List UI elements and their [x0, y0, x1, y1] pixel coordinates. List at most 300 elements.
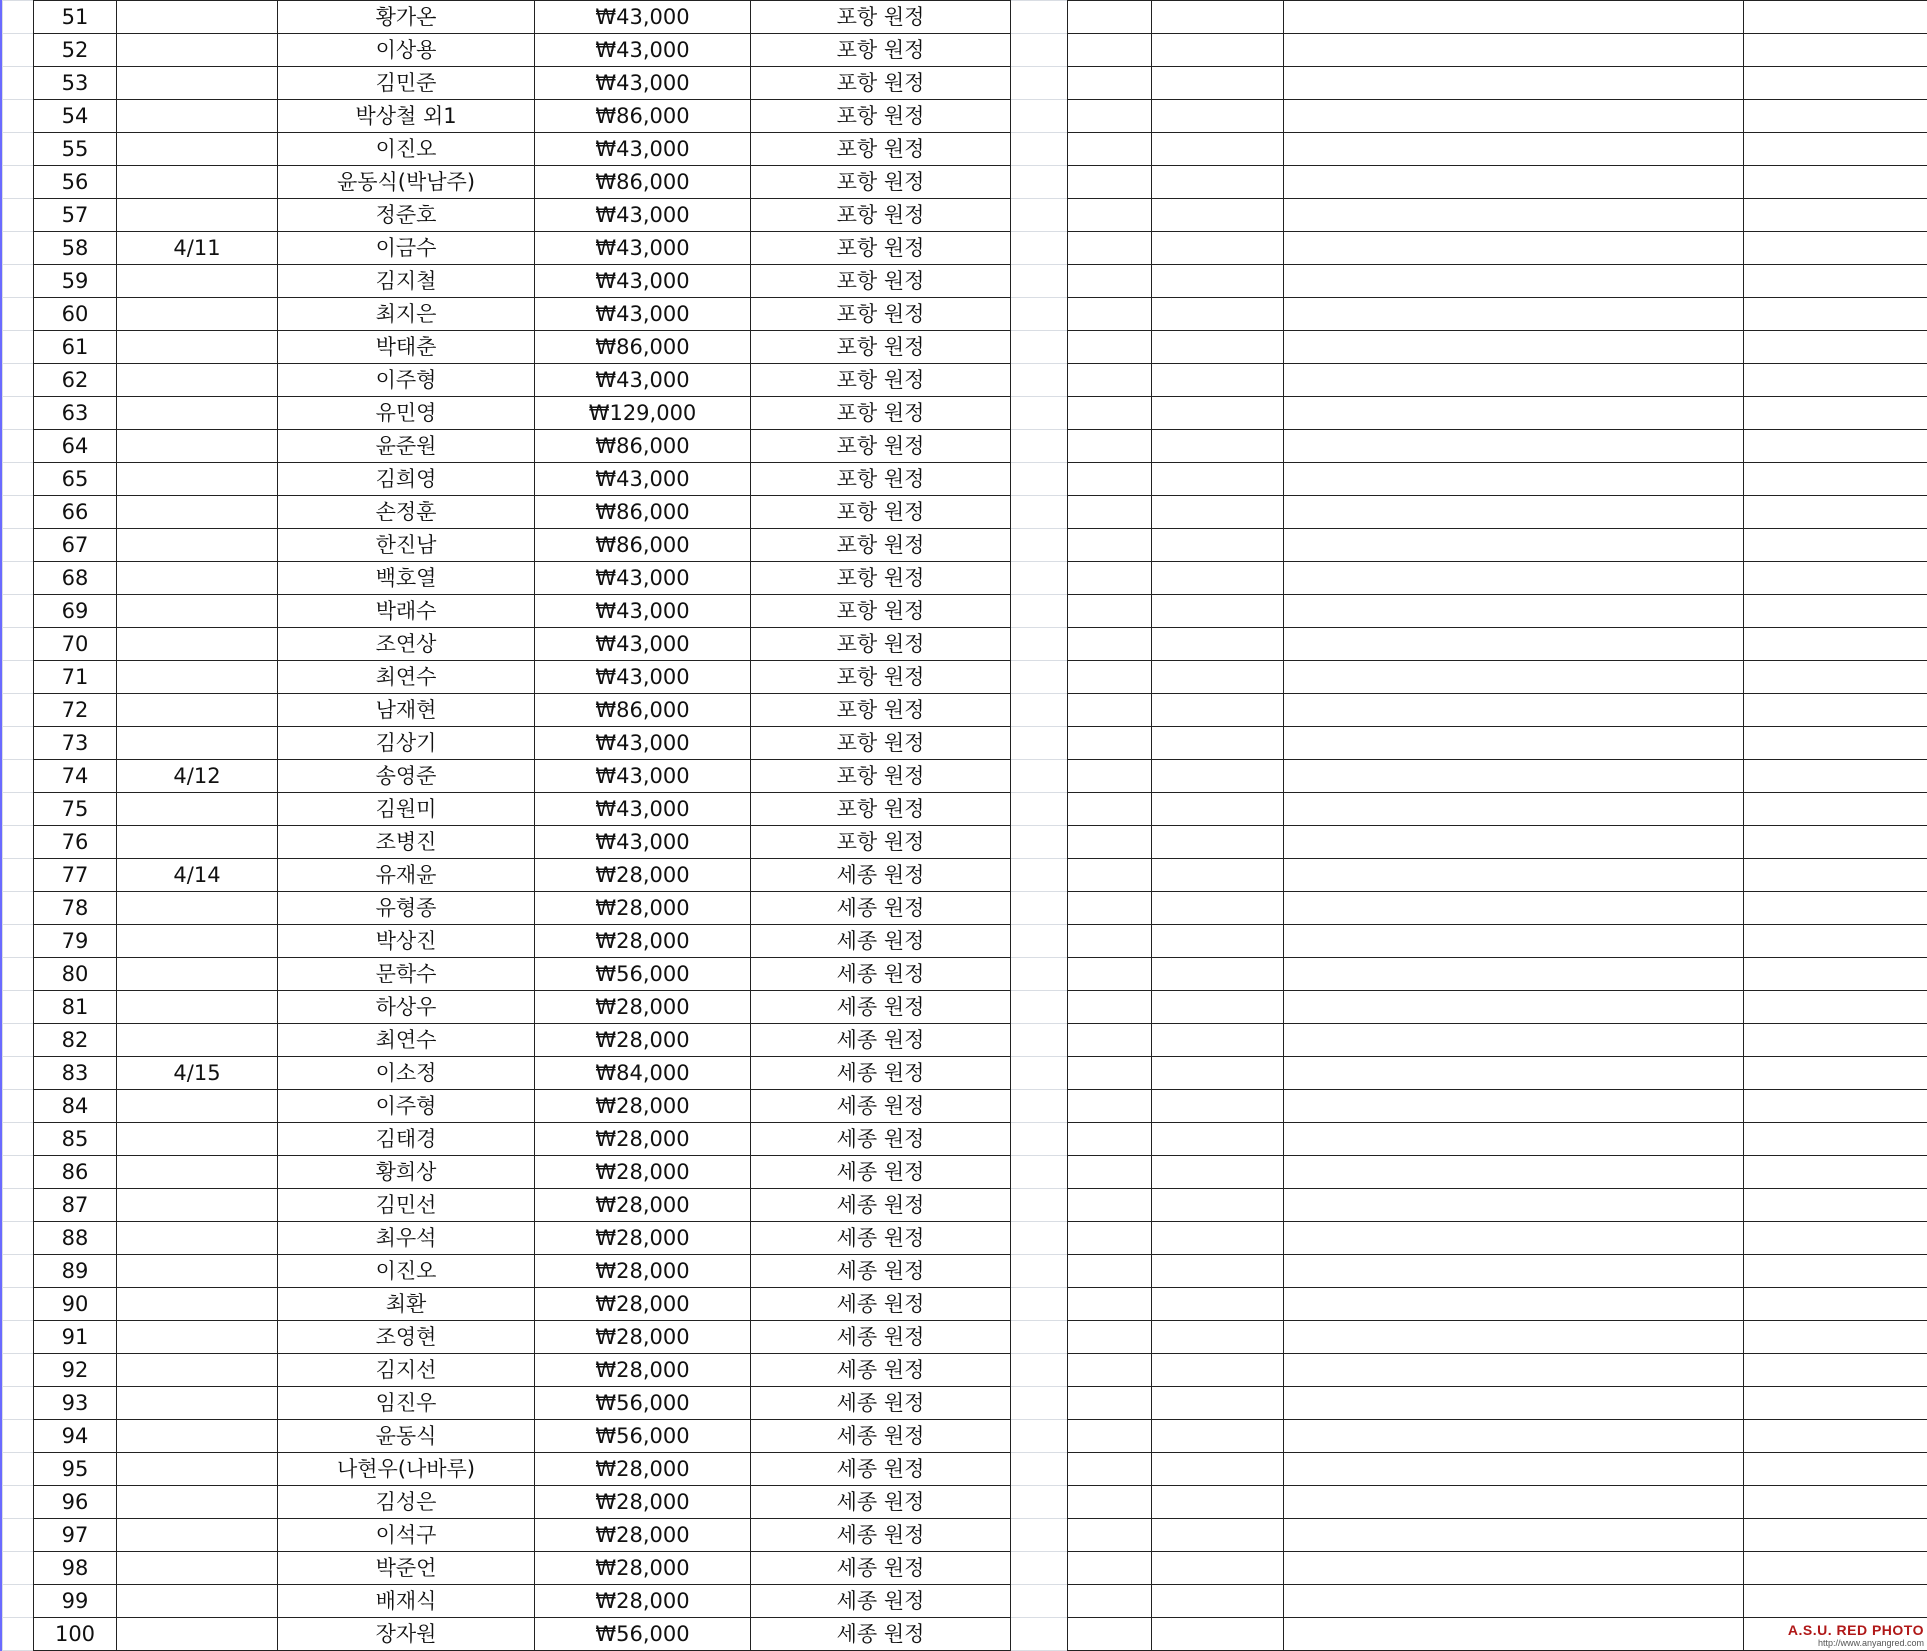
empty-cell[interactable] — [1152, 793, 1284, 826]
date-cell[interactable] — [117, 1618, 278, 1651]
amount-cell[interactable]: ₩28,000 — [535, 991, 751, 1024]
empty-cell[interactable] — [1284, 1024, 1744, 1057]
empty-cell[interactable] — [1744, 265, 1927, 298]
empty-cell[interactable] — [1152, 364, 1284, 397]
date-cell[interactable] — [117, 1519, 278, 1552]
empty-cell[interactable] — [1284, 1486, 1744, 1519]
note-cell[interactable]: 포항 원정 — [751, 265, 1011, 298]
date-cell[interactable]: 4/11 — [117, 232, 278, 265]
row-number-cell[interactable]: 56 — [34, 166, 117, 199]
empty-cell[interactable] — [1068, 1618, 1152, 1651]
empty-cell[interactable] — [1152, 397, 1284, 430]
amount-cell[interactable]: ₩43,000 — [535, 34, 751, 67]
empty-cell[interactable] — [1068, 859, 1152, 892]
empty-cell[interactable] — [1152, 1420, 1284, 1453]
empty-cell[interactable] — [1068, 166, 1152, 199]
note-cell[interactable]: 포항 원정 — [751, 364, 1011, 397]
empty-cell[interactable] — [1068, 232, 1152, 265]
note-cell[interactable]: 포항 원정 — [751, 694, 1011, 727]
empty-cell[interactable] — [1068, 760, 1152, 793]
row-number-cell[interactable]: 70 — [34, 628, 117, 661]
empty-cell[interactable] — [1284, 1321, 1744, 1354]
amount-cell[interactable]: ₩28,000 — [535, 1519, 751, 1552]
empty-cell[interactable] — [1284, 529, 1744, 562]
empty-cell[interactable] — [1284, 1354, 1744, 1387]
row-number-cell[interactable]: 61 — [34, 331, 117, 364]
row-number-cell[interactable]: 53 — [34, 67, 117, 100]
empty-cell[interactable] — [1284, 496, 1744, 529]
empty-cell[interactable] — [1068, 1, 1152, 34]
empty-cell[interactable] — [1284, 1090, 1744, 1123]
row-number-cell[interactable]: 93 — [34, 1387, 117, 1420]
name-cell[interactable]: 김상기 — [278, 727, 535, 760]
name-cell[interactable]: 최환 — [278, 1288, 535, 1321]
date-cell[interactable] — [117, 1453, 278, 1486]
note-cell[interactable]: 세종 원정 — [751, 892, 1011, 925]
empty-cell[interactable] — [1744, 1453, 1927, 1486]
empty-cell[interactable] — [1284, 958, 1744, 991]
amount-cell[interactable]: ₩43,000 — [535, 661, 751, 694]
date-cell[interactable] — [117, 529, 278, 562]
row-number-cell[interactable]: 94 — [34, 1420, 117, 1453]
name-cell[interactable]: 조연상 — [278, 628, 535, 661]
empty-cell[interactable] — [1068, 133, 1152, 166]
empty-cell[interactable] — [1744, 892, 1927, 925]
name-cell[interactable]: 김원미 — [278, 793, 535, 826]
empty-cell[interactable] — [1284, 1156, 1744, 1189]
row-number-cell[interactable]: 67 — [34, 529, 117, 562]
empty-cell[interactable] — [1284, 562, 1744, 595]
empty-cell[interactable] — [1068, 1354, 1152, 1387]
row-number-cell[interactable]: 86 — [34, 1156, 117, 1189]
row-number-cell[interactable]: 54 — [34, 100, 117, 133]
name-cell[interactable]: 박준언 — [278, 1552, 535, 1585]
row-number-cell[interactable]: 58 — [34, 232, 117, 265]
date-cell[interactable] — [117, 1255, 278, 1288]
date-cell[interactable] — [117, 1123, 278, 1156]
name-cell[interactable]: 이석구 — [278, 1519, 535, 1552]
amount-cell[interactable]: ₩28,000 — [535, 1453, 751, 1486]
empty-cell[interactable] — [1152, 1486, 1284, 1519]
empty-cell[interactable] — [1284, 661, 1744, 694]
name-cell[interactable]: 하상우 — [278, 991, 535, 1024]
empty-cell[interactable] — [1744, 199, 1927, 232]
empty-cell[interactable] — [1284, 232, 1744, 265]
name-cell[interactable]: 김태경 — [278, 1123, 535, 1156]
empty-cell[interactable] — [1744, 1090, 1927, 1123]
date-cell[interactable] — [117, 298, 278, 331]
amount-cell[interactable]: ₩28,000 — [535, 1552, 751, 1585]
amount-cell[interactable]: ₩84,000 — [535, 1057, 751, 1090]
note-cell[interactable]: 포항 원정 — [751, 331, 1011, 364]
empty-cell[interactable] — [1744, 1057, 1927, 1090]
name-cell[interactable]: 이상용 — [278, 34, 535, 67]
empty-cell[interactable] — [1284, 1288, 1744, 1321]
name-cell[interactable]: 황희상 — [278, 1156, 535, 1189]
empty-cell[interactable] — [1284, 760, 1744, 793]
name-cell[interactable]: 유민영 — [278, 397, 535, 430]
amount-cell[interactable]: ₩28,000 — [535, 1123, 751, 1156]
row-number-cell[interactable]: 74 — [34, 760, 117, 793]
row-number-cell[interactable]: 98 — [34, 1552, 117, 1585]
empty-cell[interactable] — [1152, 496, 1284, 529]
note-cell[interactable]: 포항 원정 — [751, 727, 1011, 760]
empty-cell[interactable] — [1152, 1189, 1284, 1222]
empty-cell[interactable] — [1068, 892, 1152, 925]
empty-cell[interactable] — [1744, 1156, 1927, 1189]
date-cell[interactable]: 4/15 — [117, 1057, 278, 1090]
empty-cell[interactable] — [1068, 1255, 1152, 1288]
empty-cell[interactable] — [1284, 595, 1744, 628]
empty-cell[interactable] — [1152, 1519, 1284, 1552]
empty-cell[interactable] — [1744, 1321, 1927, 1354]
date-cell[interactable] — [117, 595, 278, 628]
amount-cell[interactable]: ₩56,000 — [535, 958, 751, 991]
note-cell[interactable]: 포항 원정 — [751, 826, 1011, 859]
empty-cell[interactable] — [1284, 1585, 1744, 1618]
note-cell[interactable]: 세종 원정 — [751, 1123, 1011, 1156]
empty-cell[interactable] — [1284, 1123, 1744, 1156]
empty-cell[interactable] — [1068, 331, 1152, 364]
empty-cell[interactable] — [1068, 562, 1152, 595]
empty-cell[interactable] — [1068, 397, 1152, 430]
amount-cell[interactable]: ₩28,000 — [535, 1156, 751, 1189]
amount-cell[interactable]: ₩28,000 — [535, 1321, 751, 1354]
empty-cell[interactable] — [1744, 1255, 1927, 1288]
date-cell[interactable] — [117, 1189, 278, 1222]
empty-cell[interactable] — [1068, 496, 1152, 529]
name-cell[interactable]: 남재현 — [278, 694, 535, 727]
empty-cell[interactable] — [1152, 166, 1284, 199]
amount-cell[interactable]: ₩28,000 — [535, 1222, 751, 1255]
empty-cell[interactable] — [1744, 1486, 1927, 1519]
name-cell[interactable]: 백호열 — [278, 562, 535, 595]
empty-cell[interactable] — [1068, 430, 1152, 463]
name-cell[interactable]: 박태춘 — [278, 331, 535, 364]
empty-cell[interactable] — [1744, 397, 1927, 430]
note-cell[interactable]: 세종 원정 — [751, 1552, 1011, 1585]
empty-cell[interactable] — [1152, 1552, 1284, 1585]
empty-cell[interactable] — [1744, 133, 1927, 166]
date-cell[interactable] — [117, 496, 278, 529]
date-cell[interactable] — [117, 1090, 278, 1123]
empty-cell[interactable] — [1284, 1453, 1744, 1486]
empty-cell[interactable] — [1068, 364, 1152, 397]
empty-cell[interactable] — [1284, 331, 1744, 364]
empty-cell[interactable] — [1152, 826, 1284, 859]
empty-cell[interactable] — [1152, 859, 1284, 892]
amount-cell[interactable]: ₩43,000 — [535, 727, 751, 760]
row-number-cell[interactable]: 68 — [34, 562, 117, 595]
note-cell[interactable]: 세종 원정 — [751, 1222, 1011, 1255]
empty-cell[interactable] — [1152, 1354, 1284, 1387]
empty-cell[interactable] — [1744, 529, 1927, 562]
name-cell[interactable]: 유형종 — [278, 892, 535, 925]
amount-cell[interactable]: ₩86,000 — [535, 529, 751, 562]
empty-cell[interactable] — [1284, 1552, 1744, 1585]
note-cell[interactable]: 포항 원정 — [751, 595, 1011, 628]
empty-cell[interactable] — [1068, 1321, 1152, 1354]
name-cell[interactable]: 김민준 — [278, 67, 535, 100]
empty-cell[interactable] — [1744, 991, 1927, 1024]
empty-cell[interactable] — [1284, 694, 1744, 727]
empty-cell[interactable] — [1744, 166, 1927, 199]
amount-cell[interactable]: ₩86,000 — [535, 430, 751, 463]
note-cell[interactable]: 포항 원정 — [751, 430, 1011, 463]
name-cell[interactable]: 이주형 — [278, 364, 535, 397]
empty-cell[interactable] — [1068, 1156, 1152, 1189]
empty-cell[interactable] — [1068, 1519, 1152, 1552]
empty-cell[interactable] — [1152, 1024, 1284, 1057]
date-cell[interactable] — [117, 265, 278, 298]
empty-cell[interactable] — [1284, 298, 1744, 331]
amount-cell[interactable]: ₩28,000 — [535, 1024, 751, 1057]
empty-cell[interactable] — [1152, 1123, 1284, 1156]
empty-cell[interactable] — [1152, 298, 1284, 331]
empty-cell[interactable] — [1152, 1, 1284, 34]
amount-cell[interactable]: ₩56,000 — [535, 1420, 751, 1453]
row-number-cell[interactable]: 77 — [34, 859, 117, 892]
row-number-cell[interactable]: 99 — [34, 1585, 117, 1618]
empty-cell[interactable] — [1744, 1222, 1927, 1255]
note-cell[interactable]: 세종 원정 — [751, 859, 1011, 892]
note-cell[interactable]: 포항 원정 — [751, 496, 1011, 529]
row-number-cell[interactable]: 89 — [34, 1255, 117, 1288]
note-cell[interactable]: 세종 원정 — [751, 1156, 1011, 1189]
empty-cell[interactable] — [1284, 265, 1744, 298]
note-cell[interactable]: 포항 원정 — [751, 760, 1011, 793]
date-cell[interactable] — [117, 1024, 278, 1057]
amount-cell[interactable]: ₩43,000 — [535, 265, 751, 298]
row-number-cell[interactable]: 51 — [34, 1, 117, 34]
date-cell[interactable] — [117, 166, 278, 199]
row-number-cell[interactable]: 59 — [34, 265, 117, 298]
amount-cell[interactable]: ₩43,000 — [535, 826, 751, 859]
name-cell[interactable]: 윤동식(박남주) — [278, 166, 535, 199]
empty-cell[interactable] — [1152, 1057, 1284, 1090]
empty-cell[interactable] — [1284, 925, 1744, 958]
amount-cell[interactable]: ₩28,000 — [535, 1189, 751, 1222]
empty-cell[interactable] — [1068, 1288, 1152, 1321]
row-number-cell[interactable]: 64 — [34, 430, 117, 463]
empty-cell[interactable] — [1744, 430, 1927, 463]
empty-cell[interactable] — [1284, 1189, 1744, 1222]
name-cell[interactable]: 윤동식 — [278, 1420, 535, 1453]
empty-cell[interactable] — [1744, 331, 1927, 364]
empty-cell[interactable] — [1744, 1, 1927, 34]
date-cell[interactable] — [117, 1552, 278, 1585]
row-number-cell[interactable]: 76 — [34, 826, 117, 859]
date-cell[interactable]: 4/12 — [117, 760, 278, 793]
date-cell[interactable]: 4/14 — [117, 859, 278, 892]
date-cell[interactable] — [117, 1222, 278, 1255]
empty-cell[interactable] — [1744, 232, 1927, 265]
row-number-cell[interactable]: 83 — [34, 1057, 117, 1090]
date-cell[interactable] — [117, 1354, 278, 1387]
empty-cell[interactable] — [1068, 1420, 1152, 1453]
empty-cell[interactable] — [1284, 1420, 1744, 1453]
row-number-cell[interactable]: 92 — [34, 1354, 117, 1387]
name-cell[interactable]: 이진오 — [278, 1255, 535, 1288]
name-cell[interactable]: 이금수 — [278, 232, 535, 265]
empty-cell[interactable] — [1068, 958, 1152, 991]
date-cell[interactable] — [117, 958, 278, 991]
row-number-cell[interactable]: 80 — [34, 958, 117, 991]
empty-cell[interactable] — [1152, 1222, 1284, 1255]
empty-cell[interactable] — [1744, 1519, 1927, 1552]
empty-cell[interactable] — [1152, 562, 1284, 595]
row-number-cell[interactable]: 73 — [34, 727, 117, 760]
empty-cell[interactable] — [1068, 1222, 1152, 1255]
empty-cell[interactable] — [1744, 826, 1927, 859]
name-cell[interactable]: 김희영 — [278, 463, 535, 496]
empty-cell[interactable] — [1284, 1519, 1744, 1552]
empty-cell[interactable] — [1068, 694, 1152, 727]
name-cell[interactable]: 조병진 — [278, 826, 535, 859]
empty-cell[interactable] — [1284, 793, 1744, 826]
empty-cell[interactable] — [1744, 67, 1927, 100]
name-cell[interactable]: 이주형 — [278, 1090, 535, 1123]
empty-cell[interactable] — [1284, 1255, 1744, 1288]
empty-cell[interactable] — [1152, 331, 1284, 364]
empty-cell[interactable] — [1284, 463, 1744, 496]
amount-cell[interactable]: ₩43,000 — [535, 232, 751, 265]
note-cell[interactable]: 세종 원정 — [751, 1387, 1011, 1420]
date-cell[interactable] — [117, 1156, 278, 1189]
name-cell[interactable]: 최지은 — [278, 298, 535, 331]
empty-cell[interactable] — [1068, 34, 1152, 67]
note-cell[interactable]: 세종 원정 — [751, 1321, 1011, 1354]
note-cell[interactable]: 세종 원정 — [751, 1255, 1011, 1288]
empty-cell[interactable] — [1152, 1387, 1284, 1420]
date-cell[interactable] — [117, 1387, 278, 1420]
note-cell[interactable]: 세종 원정 — [751, 1288, 1011, 1321]
empty-cell[interactable] — [1284, 628, 1744, 661]
row-number-cell[interactable]: 55 — [34, 133, 117, 166]
date-cell[interactable] — [117, 628, 278, 661]
empty-cell[interactable] — [1152, 133, 1284, 166]
row-number-cell[interactable]: 75 — [34, 793, 117, 826]
empty-cell[interactable] — [1284, 133, 1744, 166]
empty-cell[interactable] — [1284, 67, 1744, 100]
empty-cell[interactable] — [1068, 793, 1152, 826]
name-cell[interactable]: 황가온 — [278, 1, 535, 34]
empty-cell[interactable] — [1284, 166, 1744, 199]
date-cell[interactable] — [117, 430, 278, 463]
row-number-cell[interactable]: 84 — [34, 1090, 117, 1123]
amount-cell[interactable]: ₩43,000 — [535, 595, 751, 628]
amount-cell[interactable]: ₩28,000 — [535, 1288, 751, 1321]
empty-cell[interactable] — [1744, 298, 1927, 331]
empty-cell[interactable] — [1068, 265, 1152, 298]
empty-cell[interactable] — [1068, 1486, 1152, 1519]
row-number-cell[interactable]: 96 — [34, 1486, 117, 1519]
empty-cell[interactable] — [1744, 1024, 1927, 1057]
empty-cell[interactable] — [1152, 1321, 1284, 1354]
amount-cell[interactable]: ₩86,000 — [535, 331, 751, 364]
note-cell[interactable]: 포항 원정 — [751, 562, 1011, 595]
empty-cell[interactable] — [1152, 1618, 1284, 1651]
amount-cell[interactable]: ₩86,000 — [535, 166, 751, 199]
empty-cell[interactable] — [1284, 727, 1744, 760]
name-cell[interactable]: 이진오 — [278, 133, 535, 166]
name-cell[interactable]: 나현우(나바루) — [278, 1453, 535, 1486]
date-cell[interactable] — [117, 67, 278, 100]
amount-cell[interactable]: ₩129,000 — [535, 397, 751, 430]
empty-cell[interactable] — [1152, 67, 1284, 100]
empty-cell[interactable] — [1152, 628, 1284, 661]
note-cell[interactable]: 세종 원정 — [751, 1618, 1011, 1651]
empty-cell[interactable] — [1744, 364, 1927, 397]
empty-cell[interactable] — [1152, 34, 1284, 67]
empty-cell[interactable] — [1744, 727, 1927, 760]
name-cell[interactable]: 최연수 — [278, 1024, 535, 1057]
empty-cell[interactable] — [1152, 727, 1284, 760]
note-cell[interactable]: 포항 원정 — [751, 133, 1011, 166]
empty-cell[interactable] — [1152, 760, 1284, 793]
empty-cell[interactable] — [1284, 34, 1744, 67]
empty-cell[interactable] — [1744, 793, 1927, 826]
empty-cell[interactable] — [1284, 1, 1744, 34]
empty-cell[interactable] — [1744, 1420, 1927, 1453]
amount-cell[interactable]: ₩86,000 — [535, 694, 751, 727]
row-number-cell[interactable]: 63 — [34, 397, 117, 430]
empty-cell[interactable] — [1152, 892, 1284, 925]
empty-cell[interactable] — [1152, 199, 1284, 232]
note-cell[interactable]: 세종 원정 — [751, 958, 1011, 991]
note-cell[interactable]: 포항 원정 — [751, 298, 1011, 331]
empty-cell[interactable] — [1744, 1189, 1927, 1222]
note-cell[interactable]: 포항 원정 — [751, 67, 1011, 100]
empty-cell[interactable] — [1284, 1387, 1744, 1420]
note-cell[interactable]: 세종 원정 — [751, 1090, 1011, 1123]
name-cell[interactable]: 최연수 — [278, 661, 535, 694]
empty-cell[interactable] — [1744, 1354, 1927, 1387]
note-cell[interactable]: 포항 원정 — [751, 232, 1011, 265]
date-cell[interactable] — [117, 463, 278, 496]
amount-cell[interactable]: ₩43,000 — [535, 562, 751, 595]
empty-cell[interactable] — [1284, 100, 1744, 133]
empty-cell[interactable] — [1068, 661, 1152, 694]
empty-cell[interactable] — [1152, 1090, 1284, 1123]
note-cell[interactable]: 세종 원정 — [751, 1585, 1011, 1618]
row-number-cell[interactable]: 97 — [34, 1519, 117, 1552]
empty-cell[interactable] — [1068, 529, 1152, 562]
row-number-cell[interactable]: 60 — [34, 298, 117, 331]
empty-cell[interactable] — [1744, 595, 1927, 628]
date-cell[interactable] — [117, 562, 278, 595]
date-cell[interactable] — [117, 793, 278, 826]
date-cell[interactable] — [117, 1486, 278, 1519]
note-cell[interactable]: 포항 원정 — [751, 463, 1011, 496]
amount-cell[interactable]: ₩43,000 — [535, 793, 751, 826]
empty-cell[interactable] — [1284, 199, 1744, 232]
amount-cell[interactable]: ₩43,000 — [535, 1, 751, 34]
note-cell[interactable]: 세종 원정 — [751, 1420, 1011, 1453]
empty-cell[interactable] — [1068, 1090, 1152, 1123]
amount-cell[interactable]: ₩43,000 — [535, 199, 751, 232]
empty-cell[interactable] — [1068, 1057, 1152, 1090]
row-number-cell[interactable]: 57 — [34, 199, 117, 232]
empty-cell[interactable] — [1068, 727, 1152, 760]
empty-cell[interactable] — [1152, 529, 1284, 562]
empty-cell[interactable] — [1744, 1552, 1927, 1585]
date-cell[interactable] — [117, 34, 278, 67]
name-cell[interactable]: 조영현 — [278, 1321, 535, 1354]
empty-cell[interactable] — [1284, 364, 1744, 397]
empty-cell[interactable] — [1284, 397, 1744, 430]
note-cell[interactable]: 세종 원정 — [751, 1189, 1011, 1222]
